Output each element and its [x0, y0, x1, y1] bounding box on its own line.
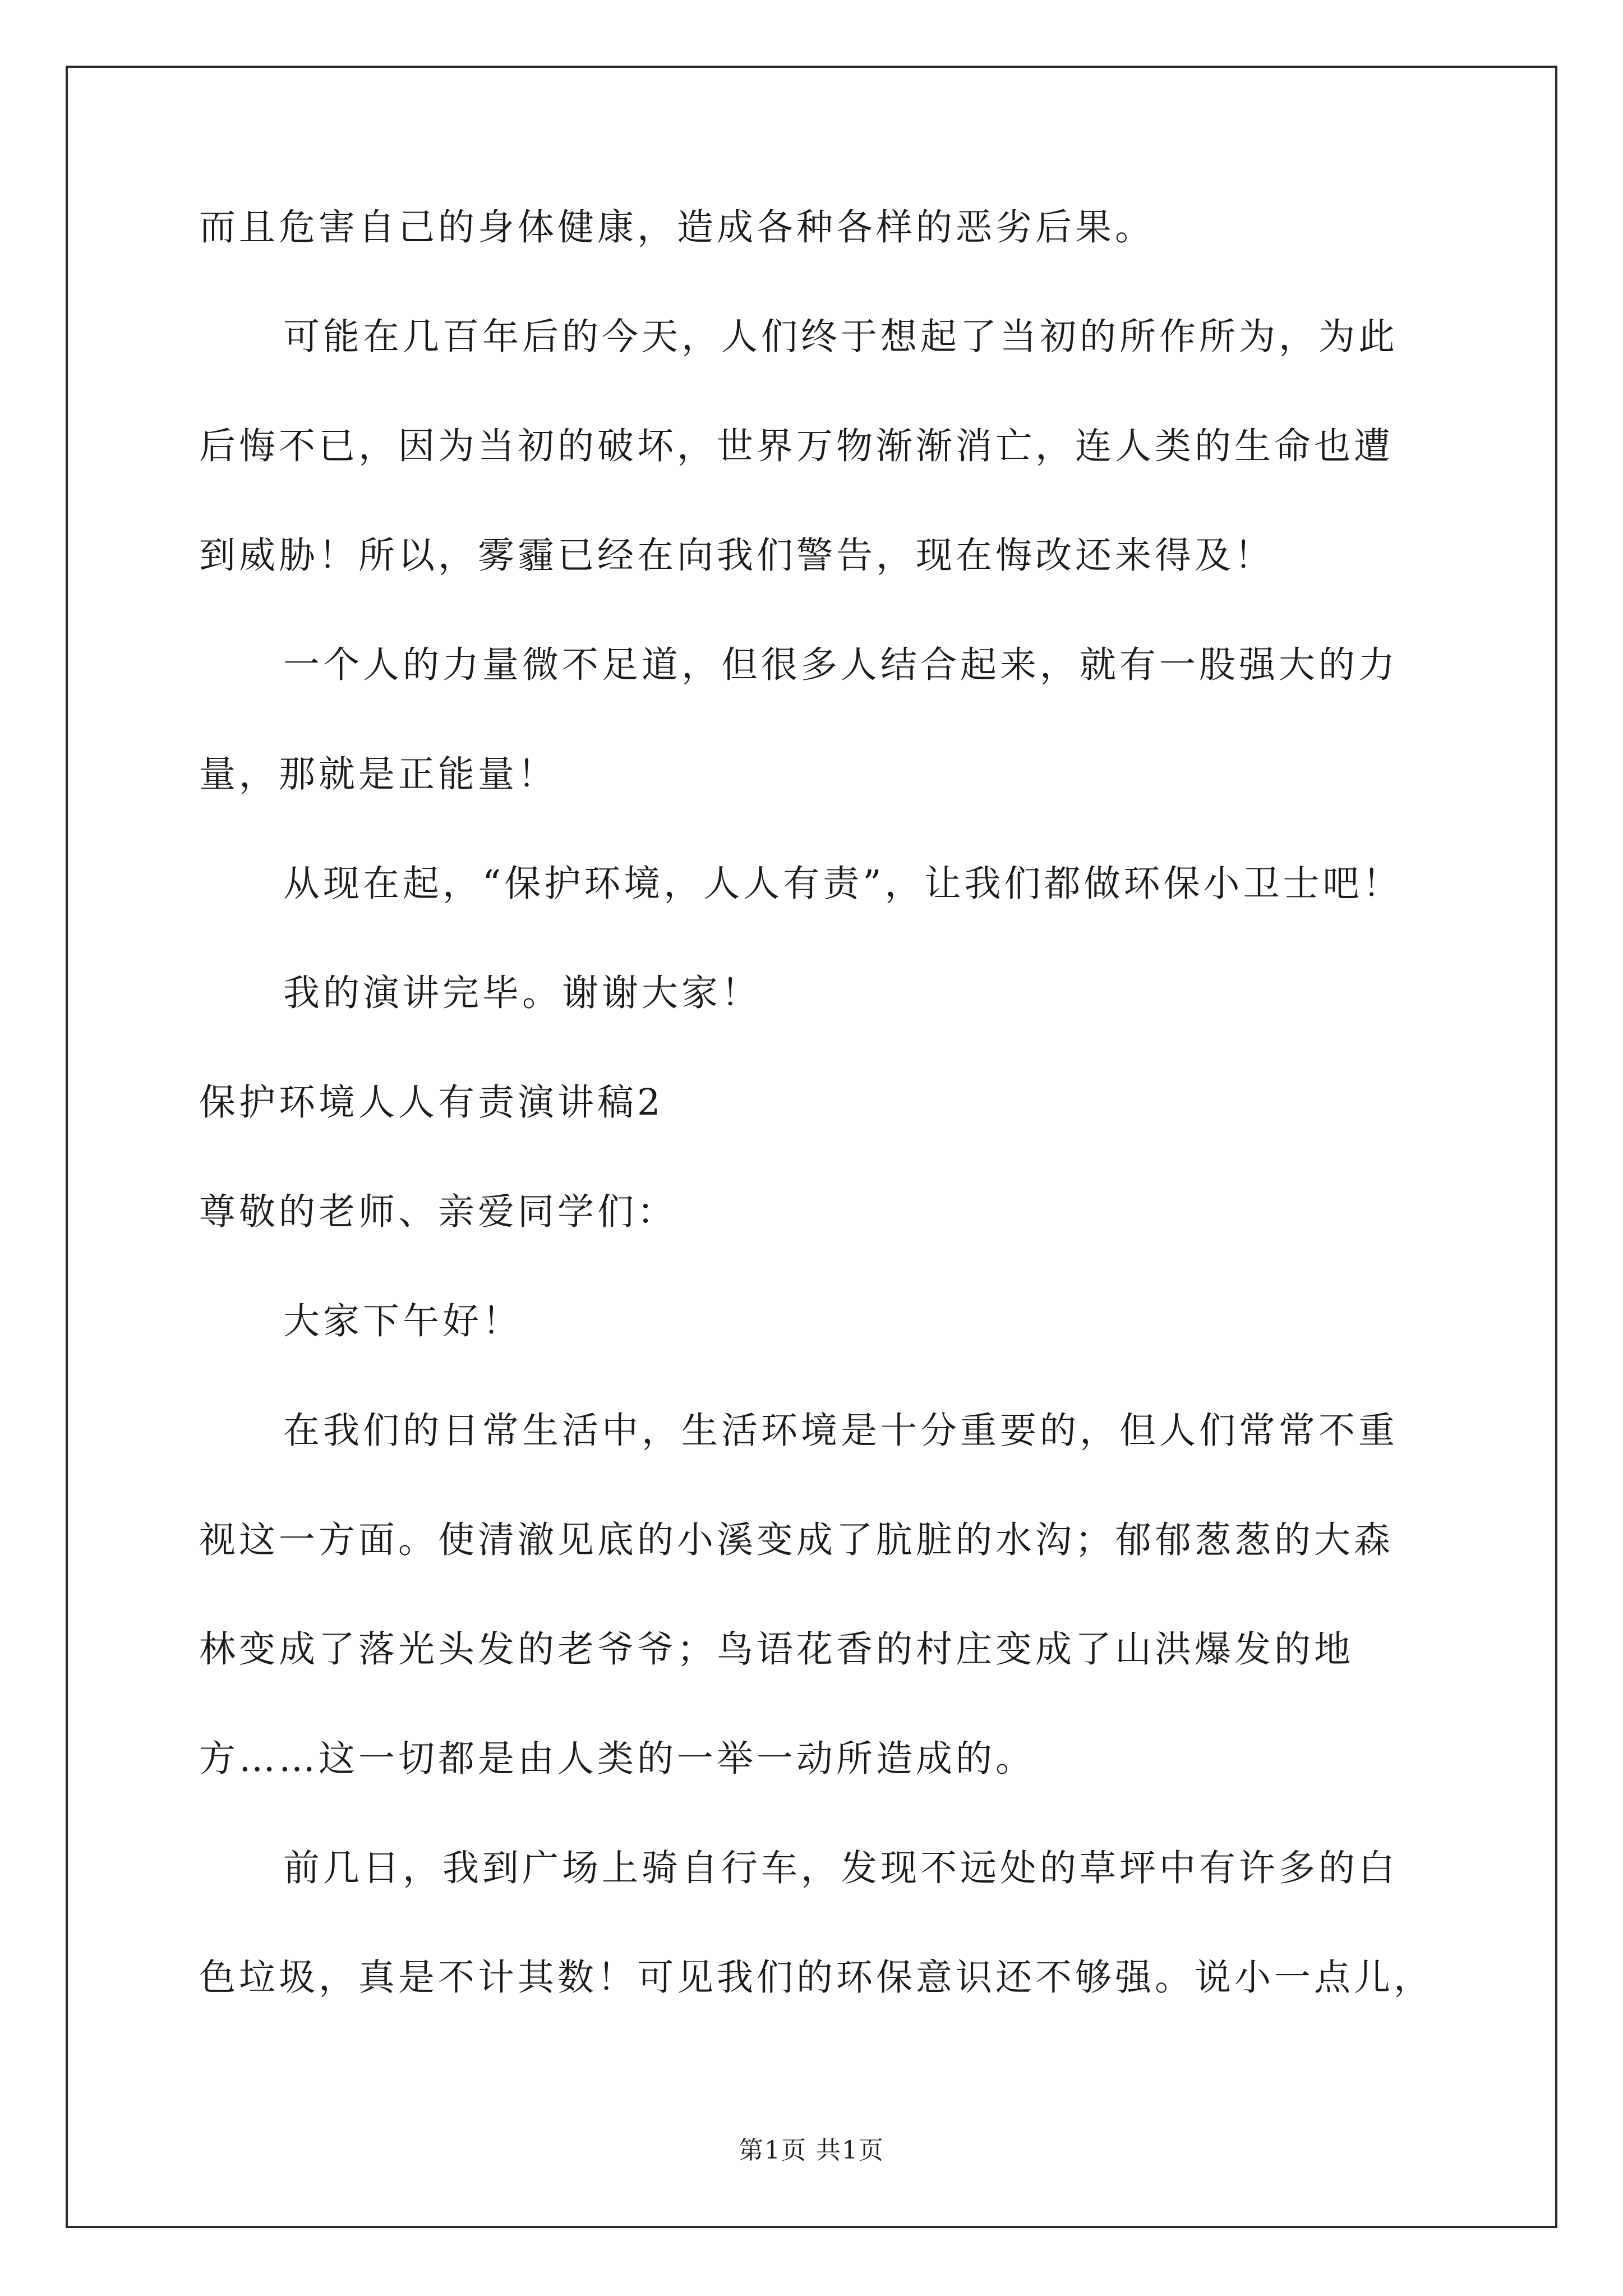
paragraph-line: 我的演讲完毕。谢谢大家！: [283, 972, 762, 1014]
paragraph-line: 量，那就是正能量！: [199, 753, 558, 795]
paragraph-line: 林变成了落光头发的老爷爷；鸟语花香的村庄变成了山洪爆发的地: [199, 1628, 1354, 1671]
greeting: 大家下午好！: [283, 1300, 523, 1342]
paragraph-line: 方……这一切都是由人类的一举一动所造成的。: [199, 1738, 1036, 1780]
page-number-footer: 第1页 共1页: [739, 2136, 884, 2165]
salutation: 尊敬的老师、亲爱同学们：: [199, 1191, 677, 1233]
paragraph-line: 可能在几百年后的今天，人们终于想起了当初的所作所为，为此: [283, 316, 1399, 358]
paragraph-line: 而且危害自己的身体健康，造成各种各样的恶劣后果。: [199, 206, 1155, 249]
paragraph-line: 到威胁！所以，雾霾已经在向我们警告，现在悔改还来得及！: [199, 535, 1275, 577]
paragraph-line: 色垃圾，真是不计其数！可见我们的环保意识还不够强。说小一点儿，: [199, 1957, 1434, 1999]
paragraph-line: 后悔不已，因为当初的破坏，世界万物渐渐消亡，连人类的生命也遭: [199, 425, 1394, 467]
document-body: [199, 206, 1444, 2069]
paragraph-line: 前几日，我到广场上骑自行车，发现不远处的草坪中有许多的白: [283, 1847, 1399, 1889]
paragraph-line: 在我们的日常生活中，生活环境是十分重要的，但人们常常不重: [283, 1410, 1399, 1452]
paragraph-line: 一个人的力量微不足道，但很多人结合起来，就有一股强大的力: [283, 644, 1399, 686]
paragraph-line: 视这一方面。使清澈见底的小溪变成了肮脏的水沟；郁郁葱葱的大森: [199, 1519, 1394, 1561]
section-title: 保护环境人人有责演讲稿2: [199, 1082, 664, 1124]
paragraph-line: 从现在起，“保护环境，人人有责”，让我们都做环保小卫士吧！: [283, 863, 1403, 905]
